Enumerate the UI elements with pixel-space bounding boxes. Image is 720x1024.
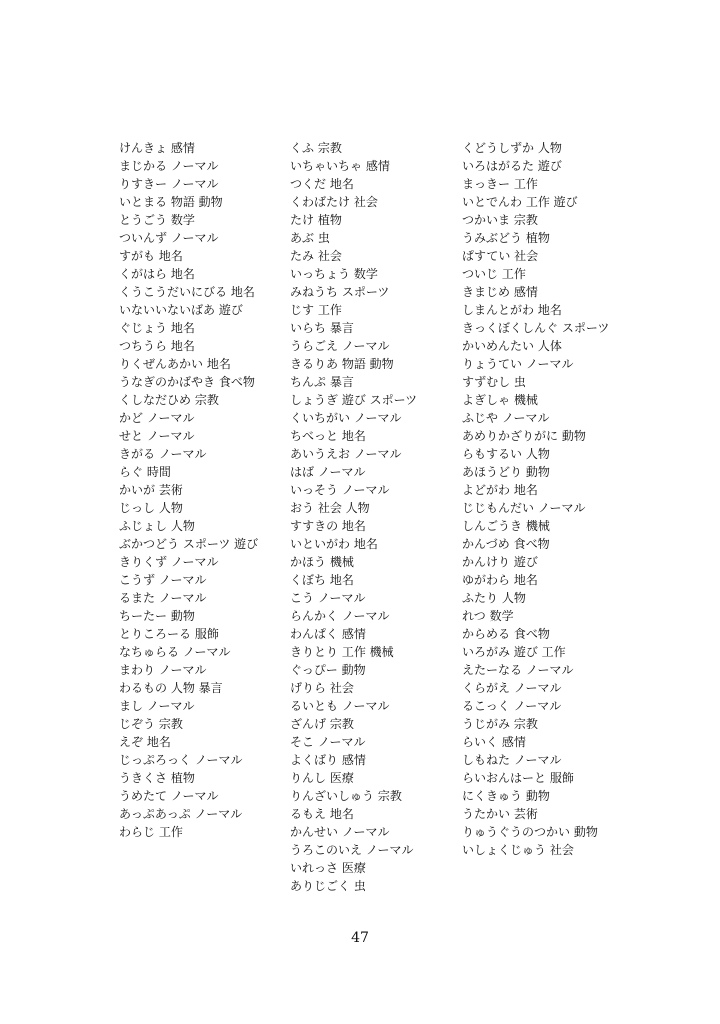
word-entry: ふたり 人物 xyxy=(462,591,526,605)
word-entry: すすきの 地名 xyxy=(290,519,366,533)
word-entry: ゆがわら 地名 xyxy=(462,573,538,587)
page-number: 47 xyxy=(351,930,369,946)
word-entry: すがも 地名 xyxy=(119,249,183,263)
word-entry: いとでんわ 工作 遊び xyxy=(462,195,578,209)
word-entry: くどうしずか 人物 xyxy=(462,141,562,155)
word-entry: かど ノーマル xyxy=(119,411,195,425)
word-entry: ついじ 工作 xyxy=(462,267,526,281)
word-entry: よぎしゃ 機械 xyxy=(462,393,538,407)
word-entry: えたーなる ノーマル xyxy=(462,663,574,677)
word-entry: いろはがるた 遊び xyxy=(462,159,562,173)
word-entry: しょうぎ 遊び スポーツ xyxy=(290,393,418,407)
word-entry: らぐ 時間 xyxy=(119,465,171,479)
word-entry: まし ノーマル xyxy=(119,699,195,713)
word-entry: しんごうき 機械 xyxy=(462,519,550,533)
word-entry: げりら 社会 xyxy=(290,681,354,695)
word-entry: じっし 人物 xyxy=(119,501,183,515)
word-entry: きりくず ノーマル xyxy=(119,555,219,569)
word-entry: いちゃいちゃ 感情 xyxy=(290,159,390,173)
word-entry: くうこうだいにびる 地名 xyxy=(119,285,255,299)
word-entry: ありじごく 虫 xyxy=(290,879,366,893)
word-entry: うろこのいえ ノーマル xyxy=(290,843,414,857)
word-entry: あいうえお ノーマル xyxy=(290,447,402,461)
word-entry: ちーたー 動物 xyxy=(119,609,195,623)
word-entry: らいく 感情 xyxy=(462,735,526,749)
word-entry: くいちがい ノーマル xyxy=(290,411,402,425)
word-entry: あっぷあっぷ ノーマル xyxy=(119,807,243,821)
word-entry: よどがわ 地名 xyxy=(462,483,538,497)
word-entry: うたかい 芸術 xyxy=(462,807,538,821)
word-entry: かんづめ 食べ物 xyxy=(462,537,550,551)
word-entry: うめたて ノーマル xyxy=(119,789,219,803)
word-entry: りすきー ノーマル xyxy=(119,177,219,191)
word-entry: まわり ノーマル xyxy=(119,663,207,677)
word-entry: いないいないばあ 遊び xyxy=(119,303,243,317)
word-entry: わらじ 工作 xyxy=(119,825,183,839)
word-entry: じっぷろっく ノーマル xyxy=(119,753,243,767)
word-entry: くふ 宗教 xyxy=(290,141,342,155)
word-entry: ざんげ 宗教 xyxy=(290,717,354,731)
word-entry: つかいま 宗教 xyxy=(462,213,538,227)
word-entry: こうず ノーマル xyxy=(119,573,207,587)
word-entry: うきくさ 植物 xyxy=(119,771,195,785)
word-entry: きりとり 工作 機械 xyxy=(290,645,394,659)
word-entry: にくきゅう 動物 xyxy=(462,789,550,803)
word-entry: たみ 社会 xyxy=(290,249,342,263)
word-entry: ぶかつどう スポーツ 遊び xyxy=(119,537,259,551)
word-entry: くしなだひめ 宗教 xyxy=(119,393,219,407)
word-entry: うみぶどう 植物 xyxy=(462,231,550,245)
word-entry: かんけり 遊び xyxy=(462,555,538,569)
word-entry: いといがわ 地名 xyxy=(290,537,378,551)
word-entry: くわばたけ 社会 xyxy=(290,195,378,209)
word-entry: しもねた ノーマル xyxy=(462,753,562,767)
word-entry: なちゅらる ノーマル xyxy=(119,645,231,659)
word-entry: みねうち スポーツ xyxy=(290,285,390,299)
word-entry: いっそう ノーマル xyxy=(290,483,390,497)
word-entry: りょうてい ノーマル xyxy=(462,357,574,371)
word-entry: けんきょ 感情 xyxy=(119,141,195,155)
word-entry: るもえ 地名 xyxy=(290,807,354,821)
word-entry: ついんず ノーマル xyxy=(119,231,219,245)
word-entry: いとまる 物語 動物 xyxy=(119,195,223,209)
word-entry: らもするい 人物 xyxy=(462,447,550,461)
word-entry: りくぜんあかい 地名 xyxy=(119,357,231,371)
word-entry: りんし 医療 xyxy=(290,771,354,785)
word-entry: よくばり 感情 xyxy=(290,753,366,767)
word-entry: まっきー 工作 xyxy=(462,177,538,191)
word-entry: じじもんだい ノーマル xyxy=(462,501,586,515)
word-entry: うなぎのかばやき 食べ物 xyxy=(119,375,255,389)
word-entry: きるりあ 物語 動物 xyxy=(290,357,394,371)
word-entry: かいが 芸術 xyxy=(119,483,183,497)
word-entry: うじがみ 宗教 xyxy=(462,717,538,731)
word-entry: せと ノーマル xyxy=(119,429,195,443)
word-entry: りゅうぐうのつかい 動物 xyxy=(462,825,598,839)
word-entry: じす 工作 xyxy=(290,303,342,317)
word-entry: おう 社会 人物 xyxy=(290,501,370,515)
word-entry: そこ ノーマル xyxy=(290,735,366,749)
word-entry: ぱすてい 社会 xyxy=(462,249,539,263)
word-entry: うらごえ ノーマル xyxy=(290,339,390,353)
word-entry: とうごう 数学 xyxy=(119,213,195,227)
word-entry: くらがえ ノーマル xyxy=(462,681,562,695)
word-entry: しまんとがわ 地名 xyxy=(462,303,562,317)
word-entry: こう ノーマル xyxy=(290,591,366,605)
word-entry: ちんぷ 暴言 xyxy=(290,375,354,389)
word-entry: からめる 食べ物 xyxy=(462,627,550,641)
word-column-1 xyxy=(119,139,269,841)
word-entry: えぞ 地名 xyxy=(119,735,171,749)
word-entry: いしょくじゅう 社会 xyxy=(462,843,574,857)
word-entry: ぐじょう 地名 xyxy=(119,321,195,335)
word-entry: きまじめ 感情 xyxy=(462,285,538,299)
word-entry: るいとも ノーマル xyxy=(290,699,390,713)
word-entry: すずむし 虫 xyxy=(462,375,526,389)
word-column-3 xyxy=(462,139,612,859)
word-entry: らいおんはーと 服飾 xyxy=(462,771,574,785)
word-entry: あほうどり 動物 xyxy=(462,465,550,479)
word-entry: いらち 暴言 xyxy=(290,321,354,335)
word-entry: あぶ 虫 xyxy=(290,231,330,245)
word-entry: かほう 機械 xyxy=(290,555,354,569)
word-entry: たけ 植物 xyxy=(290,213,342,227)
word-entry: るこっく ノーマル xyxy=(462,699,562,713)
word-entry: れつ 数学 xyxy=(462,609,514,623)
word-entry: きっくぼくしんぐ スポーツ xyxy=(462,321,610,335)
word-entry: ぐっぴー 動物 xyxy=(290,663,366,677)
word-entry: りんざいしゅう 宗教 xyxy=(290,789,402,803)
word-entry: るまた ノーマル xyxy=(119,591,207,605)
word-entry: らんかく ノーマル xyxy=(290,609,390,623)
word-entry: わんぱく 感情 xyxy=(290,627,366,641)
word-entry: つくだ 地名 xyxy=(290,177,354,191)
word-entry: わるもの 人物 暴言 xyxy=(119,681,223,695)
word-entry: じぞう 宗教 xyxy=(119,717,183,731)
word-entry: くぼち 地名 xyxy=(290,573,354,587)
word-entry: とりころーる 服飾 xyxy=(119,627,219,641)
word-entry: まじかる ノーマル xyxy=(119,159,219,173)
word-entry: ちべっと 地名 xyxy=(290,429,366,443)
word-column-2 xyxy=(290,139,440,895)
word-entry: いろがみ 遊び 工作 xyxy=(462,645,566,659)
word-entry: つちうら 地名 xyxy=(119,339,195,353)
word-entry: ふじや ノーマル xyxy=(462,411,550,425)
word-entry: あめりかざりがに 動物 xyxy=(462,429,586,443)
word-entry: かいめんたい 人体 xyxy=(462,339,562,353)
word-entry: いっちょう 数学 xyxy=(290,267,378,281)
word-entry: いれっさ 医療 xyxy=(290,861,366,875)
word-entry: ふじょし 人物 xyxy=(119,519,195,533)
word-entry: きがる ノーマル xyxy=(119,447,207,461)
word-entry: かんせい ノーマル xyxy=(290,825,390,839)
word-entry: くがはら 地名 xyxy=(119,267,195,281)
word-entry: はば ノーマル xyxy=(290,465,366,479)
